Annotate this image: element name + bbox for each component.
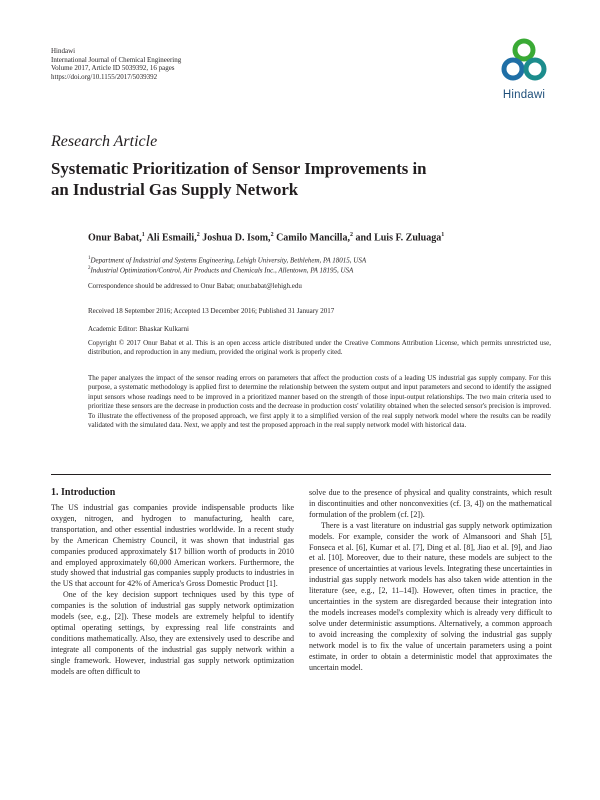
title-line-1: Systematic Prioritization of Sensor Improvements in bbox=[51, 159, 427, 178]
author-name: and Luis F. Zuluaga bbox=[355, 232, 442, 244]
logo-wordmark: Hindawi bbox=[502, 89, 546, 101]
title-line-2: an Industrial Gas Supply Network bbox=[51, 180, 299, 199]
author-affiliation-mark: 2 bbox=[196, 232, 200, 238]
author-affiliation-mark: 1 bbox=[141, 232, 145, 238]
article-type: Research Article bbox=[51, 133, 158, 150]
author-affiliation-mark: 2 bbox=[349, 232, 353, 238]
affiliation-2 bbox=[88, 266, 353, 274]
section-heading: 1. Introduction bbox=[51, 487, 116, 498]
affiliation-text: Industrial Optimization/Control, Air Products and Chemicals Inc., Allentown, PA 18195, USA bbox=[90, 266, 354, 275]
abstract: The paper analyzes the impact of the sensor reading errors on parameters that affect the production costs of a leading US industrial gas supply company. For this purpose, a systematic methodology is applied first to determine the relationship between the system output and input parameters and second to identify the assigned input sensors whose readings need to be improved in a prioritized manner based on the strength of those input-output relationships. The two main criteria used to prioritize these sensors are the decrease in production costs and the decrease in production costs' volatility obtained when the selected sensor's precision is improved. To illustrate the effectiveness of the proposed approach, we first apply it to a simplified version of the real supply network model where the results can be readily validated with the simulated data. Next, we apply and test the proposed approach in the real supply network model with historical data. bbox=[88, 374, 551, 430]
publication-info bbox=[51, 47, 181, 81]
body-paragraph: One of the key decision support techniques used by this type of companies is the solution of industrial gas supply network optimization models (see, e.g., [2]). These models are extremely helpful to identify optimal operating settings, by expressing real life constraints and conditions mathematically. Also, they are extensively used to describe and integrate all components of the industrial gas supply network within a single framework. However, industrial gas supply network optimization models are often difficult to bbox=[51, 590, 294, 676]
dates-line: Received 18 September 2016; Accepted 13 December 2016; Published 31 January 2017 bbox=[88, 307, 335, 315]
affiliation-mark: 1 bbox=[88, 256, 91, 261]
right-column bbox=[309, 488, 552, 673]
body-paragraph: solve due to the presence of physical and quality constraints, which result in discontinuities and other nonconvexities (cf. [3, 4]) on the mathematical formulation of the problem (cf. [2]). bbox=[309, 488, 552, 519]
copyright-notice: Copyright © 2017 Onur Babat et al. This is an open access article distributed under the Creative Commons Attribution License, which permits unrestricted use, distribution, and reproduction in any medium, provided the original work is properly cited. bbox=[88, 339, 551, 357]
journal-name: International Journal of Chemical Engineering bbox=[51, 55, 182, 64]
publisher-name: Hindawi bbox=[51, 47, 76, 55]
affiliation-1 bbox=[88, 256, 366, 264]
article-title bbox=[51, 158, 511, 200]
section-divider bbox=[51, 474, 551, 475]
volume-line: Volume 2017, Article ID 5039392, 16 pages bbox=[51, 64, 175, 73]
author-name: Joshua D. Isom, bbox=[202, 232, 271, 244]
author-name: Camilo Mancilla, bbox=[276, 232, 350, 244]
affiliation-text: Department of Industrial and Systems Engineering, Lehigh University, Bethlehem, PA 18015, USA bbox=[90, 256, 367, 265]
author-list bbox=[88, 232, 444, 243]
doi-link[interactable]: https://doi.org/10.1155/2017/5039392 bbox=[51, 72, 158, 81]
hindawi-rings-icon bbox=[496, 38, 552, 88]
correspondence-line: Correspondence should be addressed to Onur Babat; onur.babat@lehigh.edu bbox=[88, 282, 302, 290]
body-paragraph: The US industrial gas companies provide indispensable products like oxygen, nitrogen, and hydrogen to manufacturing, health care, transportation, and other essential industries worldwide. In a recent study by the American Chemistry Council, it was shown that industrial gas companies produced approximately $17 billion worth of products in 2010 and employed approximately 60,000 American workers. Furthermore, the study showed that industrial gas companies supply products to industries in the US that account for 42% of America's Gross Domestic Product [1]. bbox=[51, 503, 294, 589]
author-affiliation-mark: 1 bbox=[441, 232, 445, 238]
author-name: Onur Babat, bbox=[88, 232, 142, 244]
author-affiliation-mark: 2 bbox=[270, 232, 274, 238]
academic-editor-line: Academic Editor: Bhaskar Kulkarni bbox=[88, 325, 189, 333]
left-column bbox=[51, 503, 294, 678]
hindawi-logo bbox=[496, 38, 552, 108]
affiliation-mark: 2 bbox=[88, 266, 91, 271]
body-paragraph: There is a vast literature on industrial gas supply network optimization models. For example, consider the work of Almansoori and Shah [5], Fonseca et al. [6], Kumar et al. [7], Ding et al. [8], Jiao et al. [9], and Jiao et al. [10]. Moreover, due to their nature, these models are subject to the presence of uncertainties at various levels. Integrating these uncertainties in industrial gas supply network models has also taken wide attention in the literature (see, e.g., [2, 11–14]). However, often times in practice, the uncertainties in the system are disregarded because their integration into the models increases model's complexity which is already very difficult to solve under deterministic assumptions. Alternatively, a common approach to avoid increasing the complexity of solving the industrial gas supply network model is to fix the value of uncertain parameters using a point estimate, in order to obtain a deterministic model that approximates the uncertain model. bbox=[309, 520, 552, 672]
author-name: Ali Esmaili, bbox=[146, 232, 197, 244]
